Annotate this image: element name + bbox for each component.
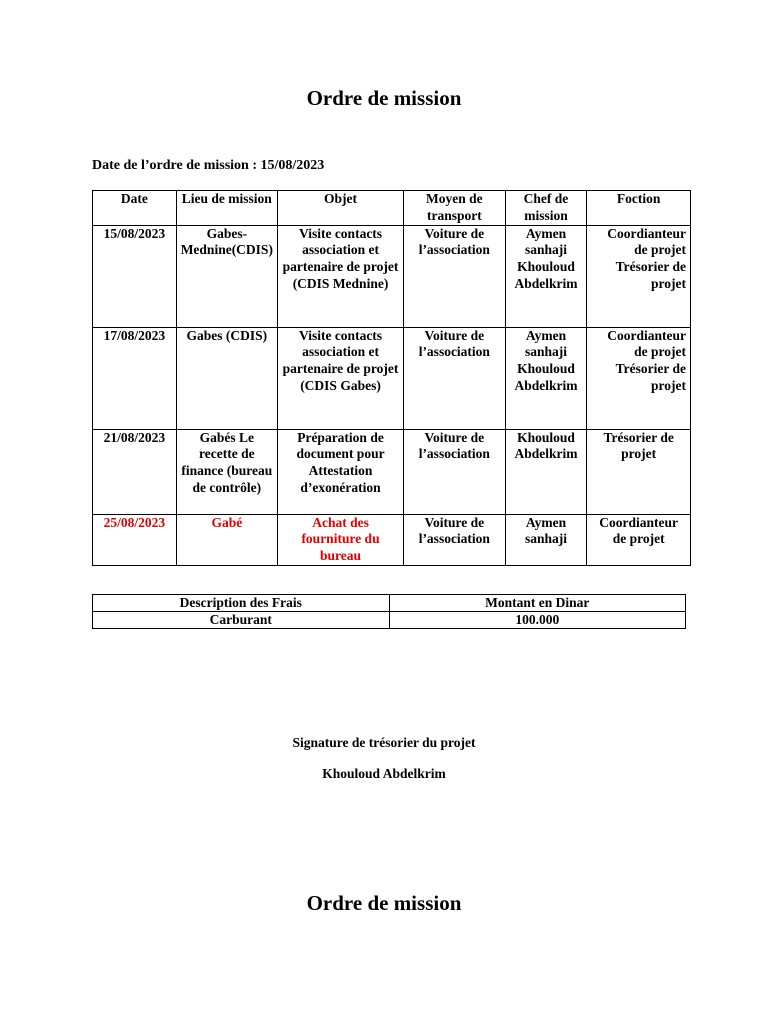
- cell-chef: Aymen sanhaji: [505, 514, 587, 565]
- cell-transport: Voiture de l’association: [404, 514, 506, 565]
- signature-label: Signature de trésorier du projet: [292, 735, 476, 750]
- cell-fonction: Coordianteur de projet Trésorier de projet: [587, 225, 691, 327]
- cell-transport: Voiture de l’association: [404, 225, 506, 327]
- table-header-row: [93, 191, 691, 226]
- signature-name: Khouloud Abdelkrim: [322, 766, 446, 781]
- cell-description: Carburant: [93, 612, 390, 629]
- table-row: [93, 514, 691, 565]
- mission-table: [92, 190, 691, 566]
- cell-objet: Visite contacts association et partenaire de projet (CDIS Mednine): [277, 225, 403, 327]
- cell-date: 15/08/2023: [93, 225, 177, 327]
- cell-transport: Voiture de l’association: [404, 429, 506, 514]
- frais-header-row: [93, 595, 686, 612]
- cell-fonction: Coordianteur de projet: [587, 514, 691, 565]
- cell-lieu: Gabes (CDIS): [176, 327, 277, 429]
- header-date: Date: [93, 191, 177, 226]
- cell-chef: Khouloud Abdelkrim: [505, 429, 587, 514]
- page-title: Ordre de mission: [306, 86, 462, 110]
- cell-date: 25/08/2023: [93, 514, 177, 565]
- cell-lieu: Gabé: [176, 514, 277, 565]
- cell-objet: Visite contacts association et partenaire de projet (CDIS Gabes): [277, 327, 403, 429]
- cell-lieu: Gabés Le recette de finance (bureau de contrôle): [176, 429, 277, 514]
- cell-transport: Voiture de l’association: [404, 327, 506, 429]
- header-chef: Chef de mission: [505, 191, 587, 226]
- table-row: [93, 429, 691, 514]
- frais-table: [92, 594, 686, 629]
- table-row: [93, 612, 686, 629]
- cell-date: 17/08/2023: [93, 327, 177, 429]
- cell-chef: Aymen sanhaji Khouloud Abdelkrim: [505, 225, 587, 327]
- header-objet: Objet: [277, 191, 403, 226]
- header-fonction: Foction: [587, 191, 691, 226]
- table-row: [93, 327, 691, 429]
- cell-montant: 100.000: [389, 612, 685, 629]
- table-row: [93, 225, 691, 327]
- mission-date-line: Date de l’ordre de mission : 15/08/2023: [92, 158, 325, 173]
- header-description: Description des Frais: [93, 595, 390, 612]
- header-lieu: Lieu de mission: [176, 191, 277, 226]
- cell-lieu: Gabes-Mednine(CDIS): [176, 225, 277, 327]
- cell-fonction: Trésorier de projet: [587, 429, 691, 514]
- page-title-repeat: Ordre de mission: [306, 891, 462, 915]
- cell-chef: Aymen sanhaji Khouloud Abdelkrim: [505, 327, 587, 429]
- cell-date: 21/08/2023: [93, 429, 177, 514]
- cell-fonction: Coordianteur de projet Trésorier de projet: [587, 327, 691, 429]
- header-montant: Montant en Dinar: [389, 595, 685, 612]
- cell-objet: Préparation de document pour Attestation d’exonération: [277, 429, 403, 514]
- header-transport: Moyen de transport: [404, 191, 506, 226]
- cell-objet: Achat des fourniture du bureau: [277, 514, 403, 565]
